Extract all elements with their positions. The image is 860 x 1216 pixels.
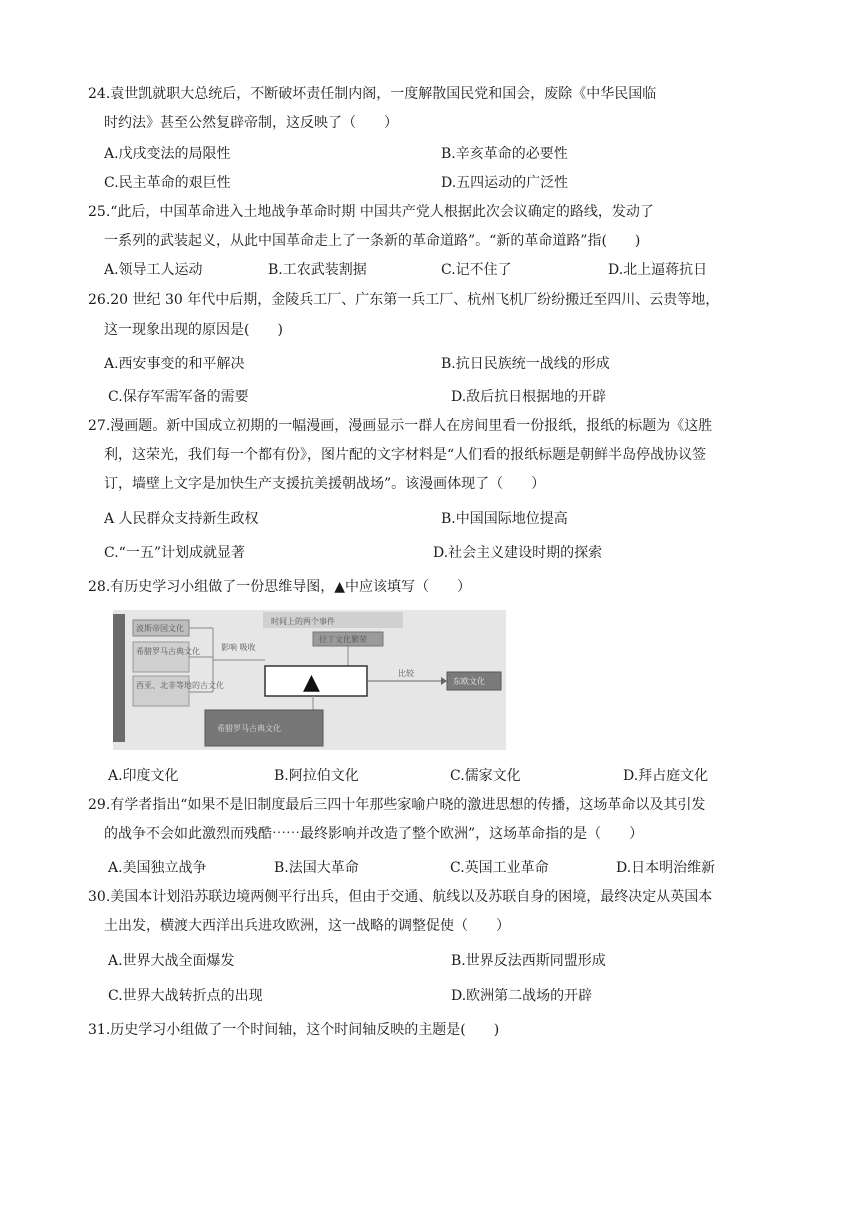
question-31-line-1: 31.历史学习小组做了一个时间轴，这个时间轴反映的主题是( )	[88, 1022, 500, 1038]
question-30-option-b[interactable]: B.世界反法西斯同盟形成	[451, 953, 606, 969]
mind-map-triangle-symbol: ▲	[303, 670, 320, 695]
mind-map-left-box-3-text: 西亚、北非等地的古文化	[136, 681, 224, 690]
question-25-line-1: 25.“此后，中国革命进入土地战争革命时期 中国共产党人根据此次会议确定的路线，发动了	[88, 204, 654, 220]
question-27-line-2: 利，这荣光，我们每一个都有份》，图片配的文字材料是“人们看的报纸标题是朝鲜半岛停战协议签	[104, 447, 707, 463]
question-26-option-a[interactable]: A.西安事变的和平解决	[104, 356, 245, 372]
question-26-line-1: 26.20 世纪 30 年代中后期，金陵兵工厂、广东第一兵工厂、杭州飞机厂纷纷搬迁至四川、云贵等地，	[88, 292, 720, 308]
question-27-option-a[interactable]: A 人民群众支持新生政权	[104, 511, 259, 527]
question-29-option-c[interactable]: C.英国工业革命	[450, 860, 549, 876]
mind-map-left-box-2-text: 希腊罗马古典文化	[136, 647, 200, 656]
mind-map-figure	[113, 610, 506, 750]
mind-map-bottom-box-text: 希腊罗马古典文化	[217, 724, 281, 733]
question-29-option-a[interactable]: A.美国独立战争	[108, 860, 207, 876]
question-28-option-c[interactable]: C.儒家文化	[450, 768, 521, 784]
mind-map-left-box-1-text: 波斯帝国文化	[136, 624, 184, 633]
question-30-option-c[interactable]: C.世界大战转折点的出现	[108, 988, 263, 1004]
mind-map-right-label: 比较	[398, 669, 414, 678]
question-24-line-2: 时约法》甚至公然复辟帝制，这反映了（ ）	[104, 115, 398, 131]
mind-map-svg	[113, 610, 506, 750]
question-28-option-b[interactable]: B.阿拉伯文化	[274, 768, 359, 784]
mind-map-right-box-text: 东欧文化	[453, 677, 485, 686]
question-27-option-c[interactable]: C.“一五”计划成就显著	[104, 545, 245, 561]
question-26-option-b[interactable]: B.抗日民族统一战线的形成	[441, 356, 610, 372]
question-24-line-1: 24.袁世凯就职大总统后，不断破坏责任制内阁，一度解散国民党和国会，废除《中华民国临	[88, 86, 657, 102]
question-27-option-d[interactable]: D.社会主义建设时期的探索	[433, 545, 603, 561]
question-25-option-a[interactable]: A.领导工人运动	[104, 262, 203, 278]
question-30-option-d[interactable]: D.欧洲第二战场的开辟	[451, 988, 593, 1004]
question-29-line-1: 29.有学者指出“如果不是旧制度最后三四十年那些家喻户晓的激进思想的传播，这场革命以及其引发	[88, 797, 706, 813]
question-29-line-2: 的战争不会如此激烈而残酷⋯⋯最终影响并改造了整个欧洲”，这场革命指的是（ ）	[104, 826, 644, 842]
question-28-line-1: 28.有历史学习小组做了一份思维导图，▲中应该填写（ ）	[88, 579, 472, 595]
question-24-option-c[interactable]: C.民主革命的艰巨性	[104, 175, 231, 191]
mind-map-side-strip	[113, 614, 125, 742]
question-28-option-a[interactable]: A.印度文化	[108, 768, 179, 784]
question-30-line-1: 30.美国本计划沿苏联边境两侧平行出兵，但由于交通、航线以及苏联自身的困境，最终决定从英国本	[88, 889, 713, 905]
question-30-line-2: 土出发，横渡大西洋出兵进攻欧洲，这一战略的调整促使（ ）	[104, 918, 510, 934]
question-24-option-a[interactable]: A.戊戌变法的局限性	[104, 146, 231, 162]
question-27-line-1: 27.漫画题。新中国成立初期的一幅漫画，漫画显示一群人在房间里看一份报纸，报纸的标题为《这胜	[88, 418, 713, 434]
question-27-line-3: 订，墙壁上文字是加快生产支援抗美援朝战场”。该漫画体现了（ ）	[104, 476, 546, 492]
mind-map-title: 时间上的两个事件	[271, 617, 335, 626]
question-25-option-c[interactable]: C.记不住了	[441, 262, 512, 278]
question-26-line-2: 这一现象出现的原因是( )	[104, 322, 283, 338]
mind-map-mid-label: 影响 吸收	[221, 643, 256, 652]
question-24-option-d[interactable]: D.五四运动的广泛性	[441, 175, 569, 191]
question-28-option-d[interactable]: D.拜占庭文化	[623, 768, 709, 784]
question-25-line-2: 一系列的武装起义，从此中国革命走上了一条新的革命道路”。“新的革命道路”指( )	[104, 233, 641, 249]
question-24-option-b[interactable]: B.辛亥革命的必要性	[441, 146, 568, 162]
question-30-option-a[interactable]: A.世界大战全面爆发	[108, 953, 235, 969]
question-25-option-b[interactable]: B.工农武装割据	[268, 262, 367, 278]
question-25-option-d[interactable]: D.北上逼蒋抗日	[608, 262, 708, 278]
question-29-option-d[interactable]: D.日本明治维新	[616, 860, 716, 876]
question-27-option-b[interactable]: B.中国国际地位提高	[441, 511, 568, 527]
question-26-option-d[interactable]: D.敌后抗日根据地的开辟	[451, 389, 607, 405]
mind-map-upper-box-text: 拉丁文化繁荣	[319, 635, 367, 644]
question-29-option-b[interactable]: B.法国大革命	[274, 860, 359, 876]
question-26-option-c[interactable]: C.保存军需军备的需要	[108, 389, 249, 405]
